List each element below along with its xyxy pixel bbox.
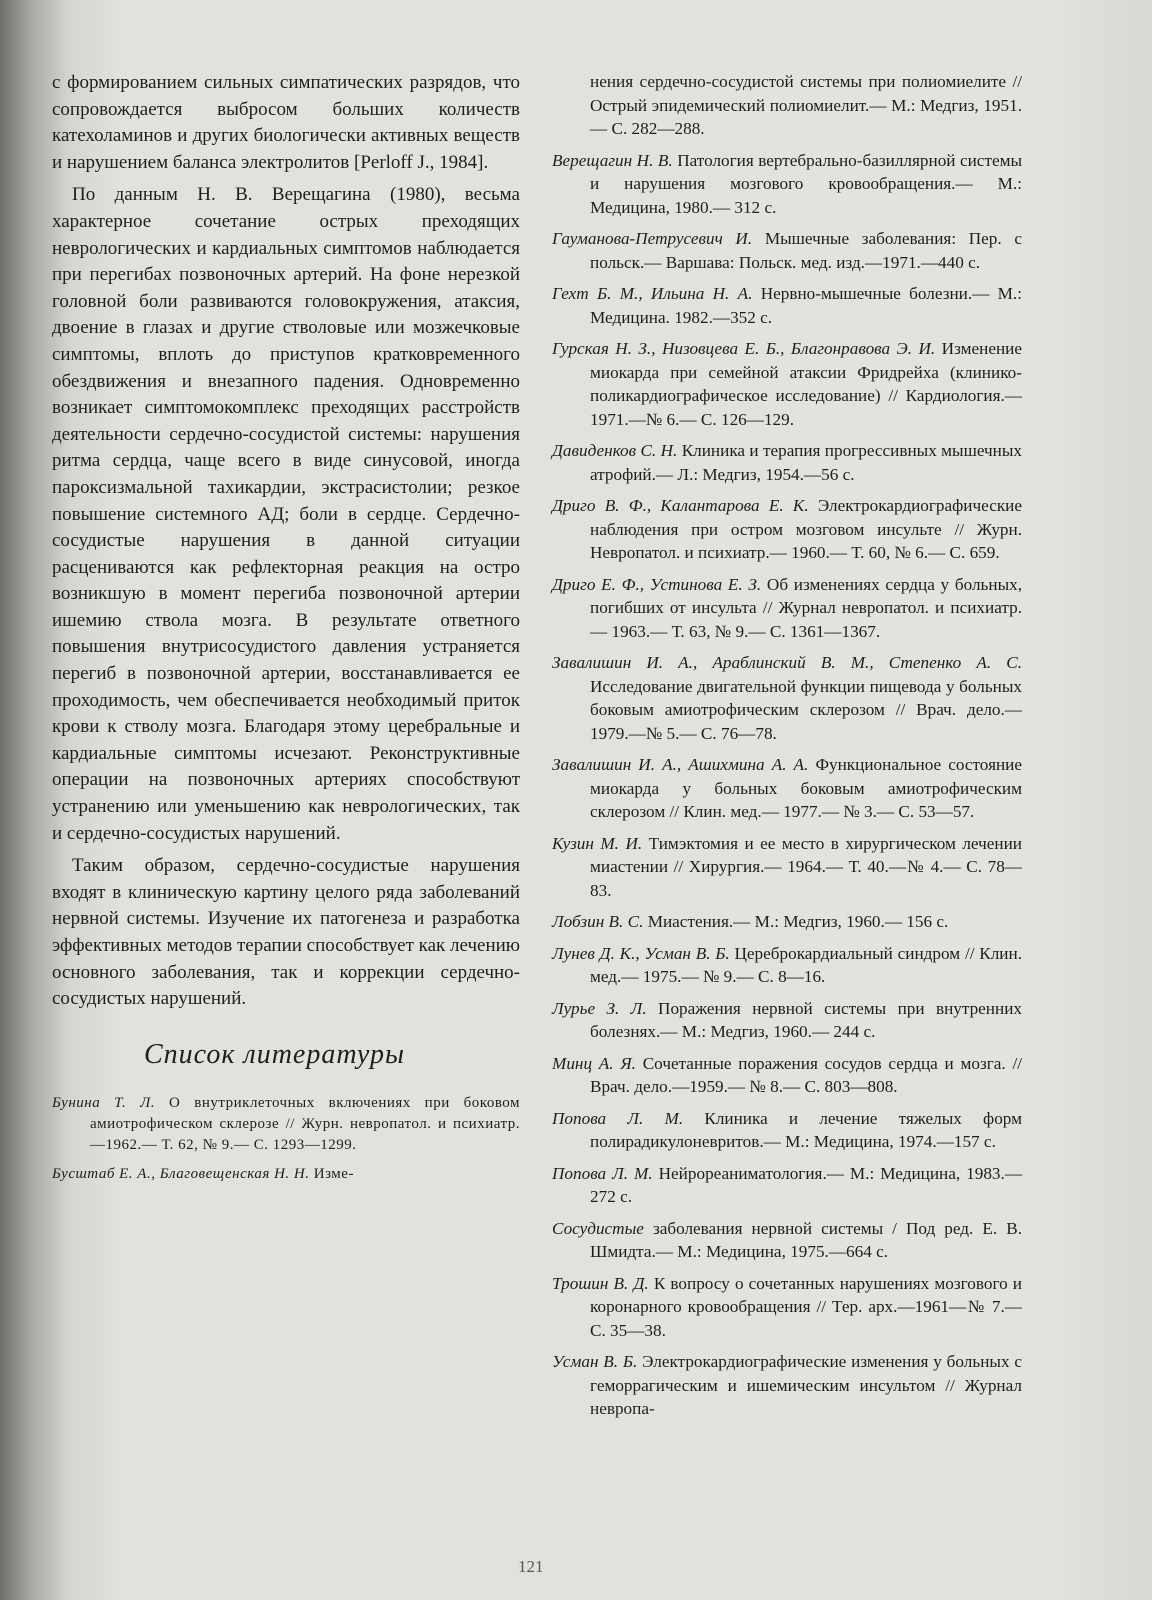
reference-text: Изменение миокарда при семейной атаксии Фридрейха (клинико-поликардиографическое исследование) // Кардиология.—1971.—№ 6.— С. 126—129.	[590, 339, 1022, 429]
reference-text: Электрокардиографические наблюдения при остром мозговом инсульте // Журн. Невропатол. и психиатр.— 1960.— Т. 60, № 6.— С. 659.	[590, 496, 1022, 562]
reference-text: Функциональное состояние миокарда у больных боковым амиотрофическим склерозом // Клин. мед.— 1977.— № 3.— С. 53—57.	[590, 755, 1023, 821]
reference-list	[52, 1093, 520, 1185]
reference-text: Патология вертебрально-базиллярной системы и нарушения мозгового кровообращения.— М.: Медицина, 1980.— 312 с.	[590, 150, 1023, 217]
reference-item	[552, 282, 1022, 329]
reference-text: Нейрореаниматология.— М.: Медицина, 1983.—272 с.	[590, 1163, 1023, 1206]
paragraph: По данным Н. В. Верещагина (1980), весьма характерное сочетание острых преходящих неврологических и кардиальных симптомов наблюдается при перегибах позвоночных артерий. На фоне нерезкой головной боли развиваются головокружения, атаксия, двоение в глазах и другие стволовые или мозжечковые симптомы, вплоть до приступов кратковременного обездвижения и внезапного падения. Одновременно возникает симптомокомплекс преходящих расстройств деятельности сердечно-сосудистой системы: нарушения ритма сердца, чаще всего в виде синусовой, иногда пароксизмальной тахикардии, экстрасистолии; резкое повышение системного АД; боли в сердце. Сердечно-сосудистые нарушения в данной ситуации расцениваются как рефлекторная реакция на остро возникшую в момент перегиба позвоночной артерии ишемию ствола мозга. В результате ответного повышения внутрисосудистого давления устраняется перегиб в позвоночной артерии, восстанавливается ее проходимость, чем обеспечивается необходимый приток крови к стволу мозга. Благодаря этому церебральные и кардиальные симптомы исчезают. Реконструктивные операции на позвоночных артериях способствуют устранению или уменьшению как неврологических, так и сердечно-сосудистых нарушений.	[52, 184, 520, 844]
reference-text: Поражения нервной системы при внутренних болезнях.— М.: Медгиз, 1960.— 244 с.	[590, 998, 1022, 1041]
reference-author: Усман В. Б.	[552, 1352, 638, 1371]
reference-item	[552, 573, 1022, 644]
reference-author: Завалишин И. А., Ашихмина А. А.	[552, 755, 809, 774]
reference-author: Гауманова-Петрусевич И.	[552, 229, 753, 248]
reference-text: Об изменениях сердца у больных, погибших от инсульта // Журнал невропатол. и психиатр.— 1963.— Т. 63, № 9.— С. 1361—1367.	[590, 574, 1023, 641]
reference-author: Лунев Д. К., Усман В. Б.	[552, 943, 730, 963]
section-heading: Список литературы	[144, 1038, 405, 1070]
reference-item	[552, 1217, 1022, 1264]
reference-text: О внутриклеточных включениях при боковом амиотрофическом склерозе // Журн. невропатол. и психиатр.—1962.— Т. 62, № 9.— С. 1293—1299.	[90, 1094, 521, 1153]
reference-item	[552, 1162, 1022, 1209]
reference-author: Кузин М. И.	[552, 833, 643, 853]
reference-item	[552, 997, 1022, 1044]
reference-text: Нервно-мышечные болезни.— М.: Медицина. 1982.—352 с.	[590, 284, 1022, 327]
reference-item	[552, 70, 1022, 141]
reference-list	[552, 70, 1022, 1421]
reference-item	[552, 753, 1022, 824]
reference-item	[552, 942, 1022, 989]
reference-text: Клиника и лечение тяжелых форм полирадикулоневритов.— М.: Медицина, 1974.—157 с.	[590, 1108, 1022, 1151]
reference-text: Цереброкардиальный синдром // Клин. мед.— 1975.— № 9.— С. 8—16.	[590, 943, 1023, 986]
reference-author: Трошин В. Д.	[552, 1273, 649, 1293]
reference-author: Дриго В. Ф., Калантарова Е. К.	[552, 496, 809, 515]
reference-text: Электрокардиографические изменения у больных с геморрагическим и ишемическим инсультом // Журнал невропа-	[590, 1352, 1022, 1418]
reference-item	[552, 494, 1022, 565]
reference-author: Лурье З. Л.	[552, 998, 647, 1018]
reference-author: Попова Л. М.	[552, 1108, 684, 1128]
reference-item	[552, 149, 1022, 220]
reference-author: Минц А. Я.	[552, 1053, 636, 1073]
reference-text: Исследование двигательной функции пищевода у больных боковым амиотрофическим склерозом // Врач. дело.—1979.—№ 5.— С. 76—78.	[590, 676, 1022, 743]
reference-item	[52, 1164, 520, 1185]
reference-item	[552, 1052, 1022, 1099]
paragraph: с формированием сильных симпатических разрядов, что сопровождается выбросом больших количеств катехоламинов и других биологически активных веществ и нарушением баланса электролитов [Perloff J., 1984].	[52, 72, 520, 173]
reference-item	[552, 439, 1022, 486]
reference-author: Завалишин И. А., Араблинский В. М., Степенко А. С.	[552, 653, 1022, 672]
reference-text: Изме-	[313, 1165, 354, 1182]
paragraph: Таким образом, сердечно-сосудистые нарушения входят в клиническую картину целого ряда заболеваний нервной системы. Изучение их патогенеза и разработка эффективных методов терапии способствует как лечению основного заболевания, так и коррекции сердечно-сосудистых нарушений.	[52, 855, 520, 1010]
reference-text: Тимэктомия и ее место в хирургическом лечении миастении // Хирургия.— 1964.— Т. 40.—№ 4.— С. 78—83.	[590, 833, 1022, 900]
reference-author: Попова Л. М.	[552, 1163, 653, 1183]
reference-author: Дриго Е. Ф., Устинова Е. З.	[552, 574, 762, 594]
reference-author: Верещагин Н. В.	[552, 150, 673, 170]
reference-item	[552, 1107, 1022, 1154]
reference-text: заболевания нервной системы / Под ред. Е. В. Шмидта.— М.: Медицина, 1975.—664 с.	[590, 1218, 1023, 1261]
reference-author: Сосудистые	[552, 1218, 644, 1238]
reference-text: Миастения.— М.: Медгиз, 1960.— 156 с.	[647, 912, 949, 931]
reference-author: Лобзин В. С.	[552, 912, 644, 931]
reference-text: Сочетанные поражения сосудов сердца и мозга. // Врач. дело.—1959.— № 8.— С. 803—808.	[590, 1053, 1023, 1096]
page-number: 121	[518, 1557, 544, 1576]
reference-author: Бунина Т. Л.	[52, 1094, 156, 1111]
left-column	[52, 70, 520, 1193]
reference-text: К вопросу о сочетанных нарушениях мозгового и коронарного кровообращения // Тер. арх.—1961—№ 7.— С. 35—38.	[590, 1273, 1022, 1340]
reference-author: Гурская Н. З., Низовцева Е. Б., Благонравова Э. И.	[552, 339, 936, 358]
reference-item	[552, 1350, 1022, 1421]
reference-text: Мышечные заболевания: Пер. с польск.— Варшава: Польск. мед. изд.—1971.—440 с.	[590, 229, 1022, 272]
reference-text: нения сердечно-сосудистой системы при полиомиелите // Острый эпидемический полиомиелит.— М.: Медгиз, 1951.— С. 282—288.	[590, 72, 1022, 138]
reference-item	[52, 1093, 520, 1156]
reference-author: Давиденков С. Н.	[552, 441, 678, 460]
right-column	[552, 70, 1022, 1429]
reference-item	[552, 227, 1022, 274]
reference-item	[552, 337, 1022, 431]
reference-item	[552, 1272, 1022, 1343]
reference-item	[552, 910, 1022, 934]
reference-author: Гехт Б. М., Ильина Н. А.	[552, 284, 753, 303]
reference-item	[552, 651, 1022, 745]
reference-author: Бусштаб Е. А., Благовещенская Н. Н.	[52, 1165, 310, 1182]
reference-text: Клиника и терапия прогрессивных мышечных атрофий.— Л.: Медгиз, 1954.—56 с.	[590, 441, 1023, 484]
reference-item	[552, 832, 1022, 903]
